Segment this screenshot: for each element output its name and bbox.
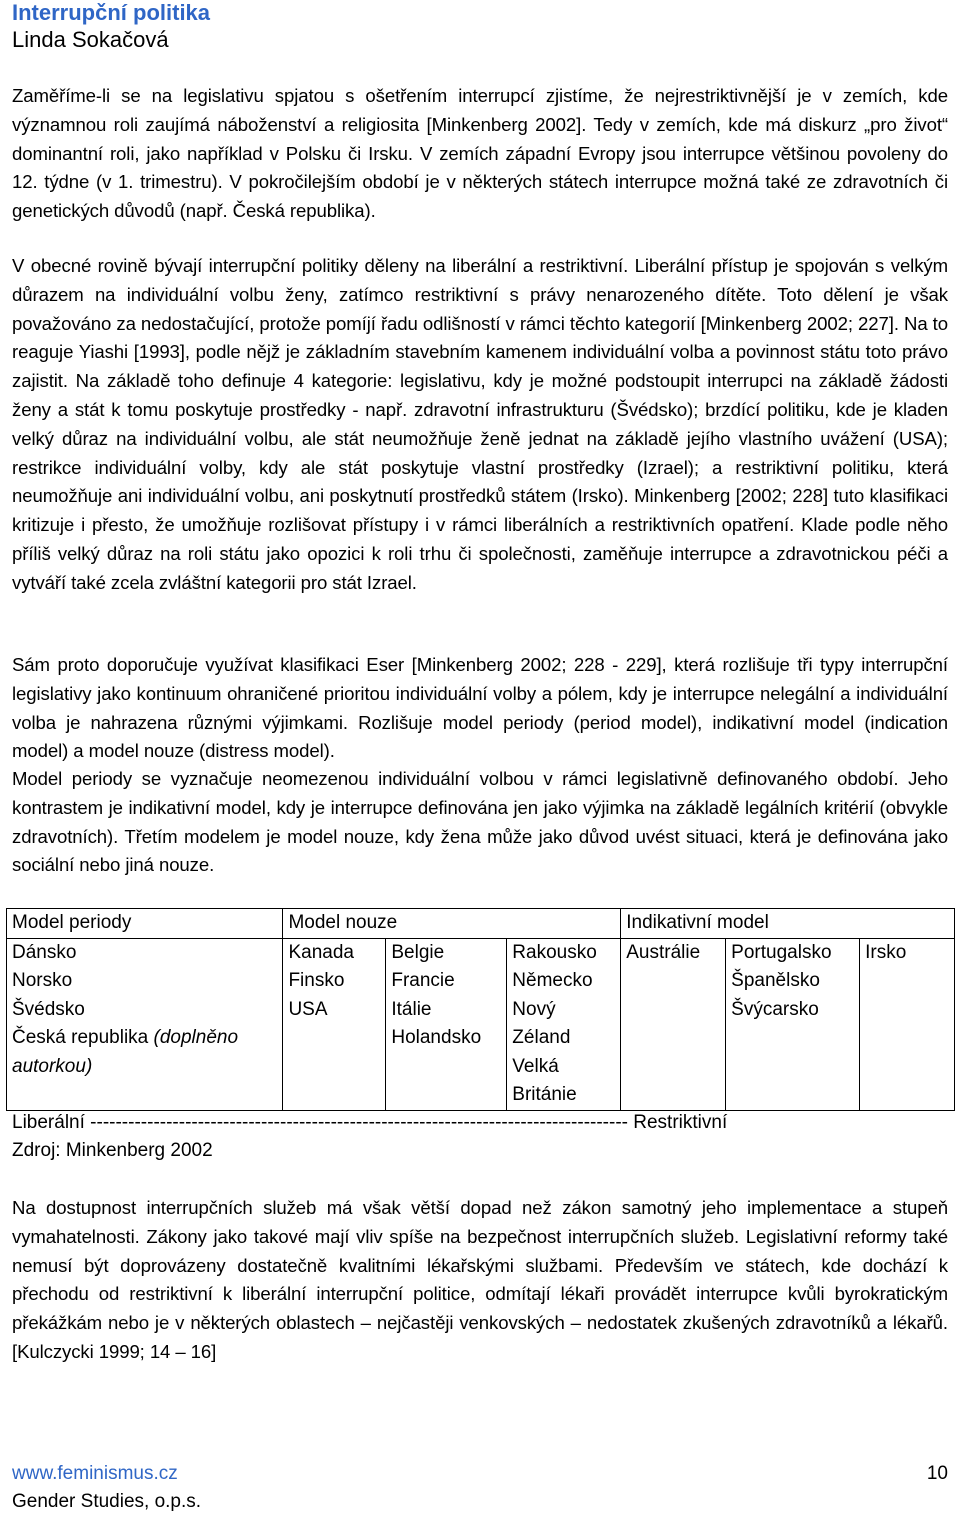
scale-left-label: Liberální [12, 1112, 85, 1133]
countries-distress-col2: Belgie Francie Itálie Holandsko [386, 938, 507, 1110]
country-list: Dánsko Norsko Švédsko Česká republika [12, 941, 149, 1048]
countries-indication-col1: Austrálie [621, 938, 726, 1110]
header-model-periody: Model periody [7, 909, 283, 939]
paragraph-4: Model periody se vyznačuje neomezenou individuální volbou v rámci legislativně definovaného období. Jeho kontrastem je indikativní model, kdy je interrupce definována jen jako výjimka na základě legálních kritérií (obvykle zdravotních). Třetím modelem je model nouze, kdy žena může jako důvod uvést situaci, která je definována jako sociální nebo jiná nouze. [12, 768, 948, 876]
countries-indication-col2: Portugalsko Španělsko Švýcarsko [726, 938, 860, 1110]
countries-distress-col1: Kanada Finsko USA [283, 938, 386, 1110]
countries-period-model [7, 938, 283, 1110]
document-title: Interrupční politika [12, 0, 211, 25]
table-source: Zdroj: Minkenberg 2002 [12, 1140, 213, 1161]
paragraph-1: Zaměříme-li se na legislativu spjatou s ošetřením interrupcí zjistíme, že nejrestriktivnější je v zemích, kde významnou roli zaujímá náboženství a religiosita [Minkenberg 2002]. Tedy v zemích, kde má diskurz „pro život“ dominantní roli, jako například v Polsku či Irsku. V zemích západní Evropy jsou interrupce většinou povoleny do 12. týdne (v 1. trimestru). V pokročilejším období je v některých státech interrupce možná také ze zdravotních či genetických důvodů (např. Česká republika). [12, 85, 948, 222]
abortion-models-table [6, 908, 955, 1111]
header-indikativni-model: Indikativní model [621, 909, 955, 939]
author-name: Linda Sokačová [12, 27, 169, 52]
countries-distress-col3: Rakousko Německo Nový Zéland Velká Británie [507, 938, 621, 1110]
author-note: (doplněno autorkou) [12, 1027, 239, 1077]
table-header-row [7, 909, 955, 939]
paragraph-5: Na dostupnost interrupčních služeb má však větší dopad než zákon samotný jeho implementace a stupeň vymahatelnosti. Zákony jako takové mají vliv spíše na bezpečnost interrupčních služeb. Legislativní reformy také nemusí být doprovázeny dostatečně kvalitními lékařskými službami. Především ve státech, kde dochází k přechodu od restriktivní k liberální interrupční politice, odmítají lékaři provádět interrupce kvůli byrokratickým překážkám nebo je v některých oblastech – nejčastěji venkovských – nedostatek zkušených zdravotníků a lékařů. [Kulczycki 1999; 14 – 16] [12, 1197, 948, 1362]
page-number: 10 [926, 1463, 948, 1484]
liberal-restrictive-scale [12, 1109, 727, 1137]
scale-right-label: Restriktivní [633, 1112, 728, 1133]
header-model-nouze: Model nouze [283, 909, 621, 939]
table-row [7, 938, 955, 1110]
paragraph-2: V obecné rovině bývají interrupční politiky děleny na liberální a restriktivní. Liberální přístup je spojován s velkým důrazem na individuální volbu ženy, zatímco restriktivní s právy nenarozeného dítěte. Toto dělení je však považováno za nedostačující, protože pomíjí řadu odlišností v rámci těchto kategorií [Minkenberg 2002; 227]. Na to reaguje Yiashi [1993], podle nějž je základním stavebním kamenem individuální volba a povinnost státu toto právo zajistit. Na základě toho definuje 4 kategorie: legislativu, kdy je možné podstoupit interrupci na základě žádosti ženy a stát k tomu poskytuje prostředky - např. zdravotní infrastrukturu (Švédsko); brzdící politiku, kde je kladen velký důraz na individuální volbu, ale stát neumožňuje ženě jednat na základě jejího vlastního uvážení (USA); restrikce individuální volby, kdy ale stát poskytuje vlastní prostředky (Izrael); a restriktivní politiku, která neumožňuje ani individuální volbu, ani poskytnutí prostředků státem (Irsko). Minkenberg [2002; 228] tuto klasifikaci kritizuje i přesto, že umožňuje rozlišovat přístupy i v rámci liberálních a restriktivních opatření. Klade podle něho příliš velký důraz na roli státu jako opozici k roli trhu či společnosti, zaměňuje interrupce a zdravotnickou péči a vytváří také zcela zvláštní kategorii pro stát Izrael. [12, 255, 948, 593]
scale-dashes: ------------------------------------------------------------------------------------- [90, 1112, 628, 1133]
organization-name: Gender Studies, o.p.s. [12, 1491, 202, 1512]
footer-left [12, 1460, 201, 1516]
countries-indication-col3: Irsko [860, 938, 955, 1110]
website-link[interactable]: www.feminismus.cz [12, 1463, 178, 1484]
paragraph-3: Sám proto doporučuje využívat klasifikaci Eser [Minkenberg 2002; 228 - 229], která rozlišuje tři typy interrupční legislativy jako kontinuum ohraničené prioritou individuální volby a pólem, kdy je interrupce nelegální a individuální volba je nahrazena různými výjimkami. Rozlišuje model periody (period model), indikativní model (indication model) a model nouze (distress model). [12, 654, 948, 762]
